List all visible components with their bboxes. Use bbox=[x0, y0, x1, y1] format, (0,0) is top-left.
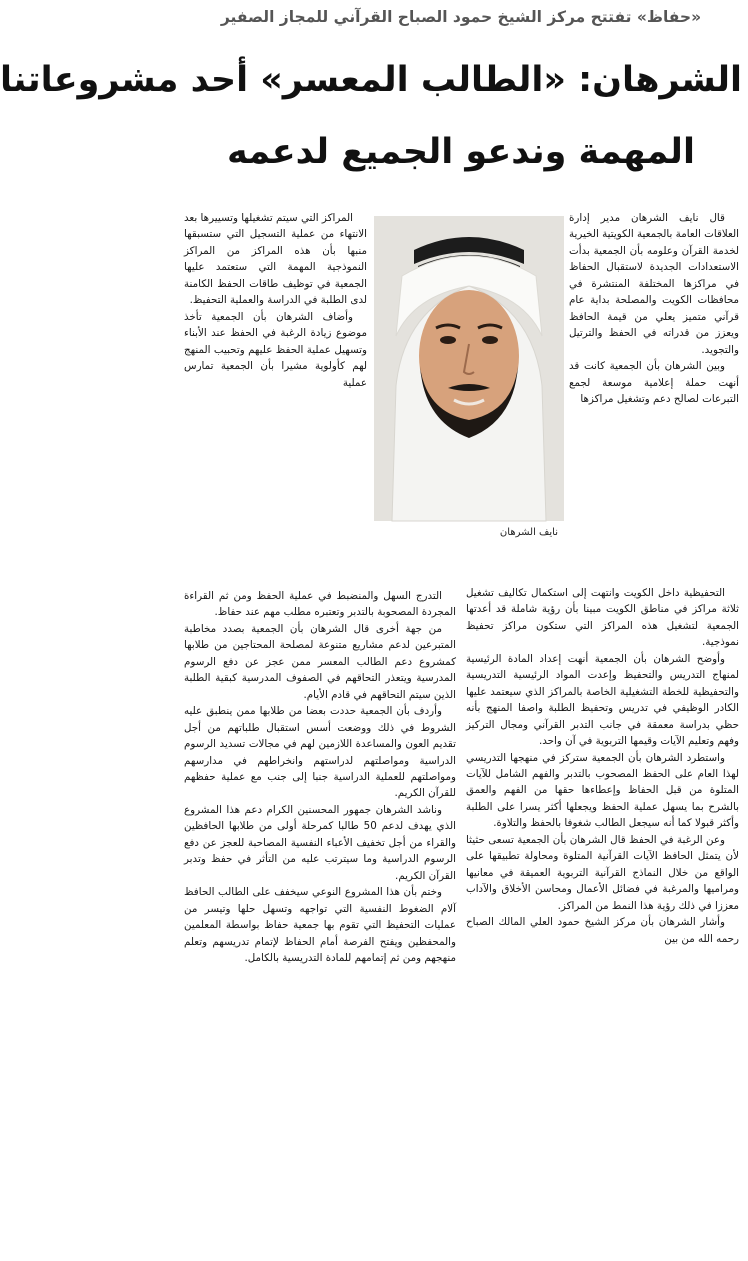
photo-caption: نايف الشرهان bbox=[499, 527, 558, 538]
paragraph: وناشد الشرهان جمهور المحسنين الكرام دعم هذا المشروع الذي يهدف لدعم 50 طالبا كمرحلة أولى من طلابها الحافظين والقراء من أجل تخفيف الأعباء النفسية المصاحبة للعجز عن دفع الرسوم الدراسية وما سيترتب عليه من التأثر في حفظ وتدبر القرآن الكريم. bbox=[184, 803, 456, 882]
article-column-left-bottom bbox=[184, 588, 456, 1255]
paragraph: قال نايف الشرهان مدير إدارة العلاقات العامة بالجمعية الكويتية الخيرية لخدمة القرآن وعلومه بأن الجمعية بدأت الاستعدادات الجديدة لاستقبال الحفاظ في مراكزها المختلفة المنتشرة في محافظات الكويت والمصلحة بداية عام قرآني متميز يعلي من قيمة الحافظ ويعزز من قدراته في الحفظ والترتيل والتجويد. bbox=[569, 212, 739, 356]
paragraph: واستطرد الشرهان بأن الجمعية ستركز في منهجها التدريسي لهذا العام على الحفظ المصحوب بالتدبر والفهم الشامل للآيات المتلوة من قبل الحفاظ وإعطاءها حقها من الفهم والعمق بالشرح بما يسهل عملية الحفظ ويجعلها أكثر يسرا على الطلبة وأكثر قبولا كما أنه سيجعل الطالب شغوفا بالحفظ والتلاوة. bbox=[466, 751, 739, 830]
portrait-illustration bbox=[374, 216, 564, 521]
paragraph: وأوضح الشرهان بأن الجمعية أنهت إعداد المادة الرئيسية لمنهاج التدريس والتحفيظ وإعدت المواد الرئيسية التدريسية والتحفيظية للخطة التشغيلية الخاصة بالمراكز الذي سيعتمد عليها الكادر الوظيفي في تدريس وتحفيظ الطلبة واصفا المنهج بأنه حظي بدراسة معمقة في جانب التدبر القرآني ومجال التركيز وفهم وتعليم الآيات وقيمها التربوية في آن واحد. bbox=[466, 652, 739, 748]
paragraph: وبين الشرهان بأن الجمعية كانت قد أنهت حملة إعلامية موسعة لجمع التبرعات لصالح دعم وتشغيل مراكزها bbox=[569, 360, 739, 405]
paragraph: وختم بأن هذا المشروع النوعي سيخفف على الطالب الحافظ آلام الضغوط النفسية التي تواجهه وتسهل حلها وتيسر من عمليات التحفيظ التي تقوم بها جمعية حفاظ بواسطة المعلمين والمحفظين ويفتح الفرصة أمام الحفاظ لإتمام تدريسهم وتعلم منهجهم ومن ثم إتمامهم للمادة التدريسية بالكامل. bbox=[184, 886, 456, 964]
headline-line-1: الشرهان: «الطالب المعسر» أحد مشروعاتنا bbox=[0, 60, 742, 100]
headline-line-2: المهمة وندعو الجميع لدعمه bbox=[227, 132, 695, 172]
kicker-line: «حفاظ» تفتتح مركز الشيخ حمود الصباح القرآني للمجاز الصفير bbox=[220, 8, 702, 26]
paragraph: التحفيظية داخل الكويت وانتهت إلى استكمال تكاليف تشغيل ثلاثة مراكز في مناطق الكويت مبينا بأن رؤية شاملة قد أعدتها الجمعية لتشغيل هذه المراكز التي ستكون مراكز تحفيظ نموذجية. bbox=[466, 587, 739, 649]
article-column-left-top bbox=[184, 210, 367, 593]
article-column-right-bottom bbox=[466, 585, 739, 1255]
paragraph: وعن الرغبة في الحفظ قال الشرهان بأن الجمعية تسعى حثيثا لأن يتمثل الحافظ الآيات القرآنية المتلوة ومحاولة تطبيقها على الواقع من خلال النماذج القرآنية التربوية العميقة في معانيها ومراميها والمرغبة في فضائل الأعمال ومحاسن الأخلاق والآداب معززا في ذلك رؤية هذا النمط من المراكز. bbox=[466, 833, 739, 912]
paragraph: التدرج السهل والمنضبط في عملية الحفظ ومن ثم القراءة المجردة المصحوبة بالتدبر وتعتبره مطلب مهم عند حفاظ. bbox=[184, 590, 456, 619]
paragraph: المراكز التي سيتم تشغيلها وتسييرها بعد الانتهاء من عملية التسجيل التي ستسبقها منبها بأن هذه المراكز من المراكز النموذجية المهمة التي ستعتمد عليها الجمعية في توظيف طاقات الحفظ الكامنة لدى الطلبة في الدراسة والعملية التحفيظ. bbox=[184, 212, 367, 307]
paragraph: وأضاف الشرهان بأن الجمعية تأخذ موضوع زيادة الرغبة في الحفظ عند الأبناء وتسهيل عملية الحفظ عليهم وتحبيب المنهج لهم كأولوية مشيرا بأن الجمعية تمارس عملية bbox=[184, 310, 367, 389]
paragraph: وأشار الشرهان بأن مركز الشيخ حمود العلي المالك الصباح رحمه الله من بين bbox=[466, 916, 739, 945]
portrait-photo bbox=[374, 216, 564, 521]
paragraph: وأردف بأن الجمعية حددت بعضا من طلابها ممن ينطبق عليه الشروط في ذلك ووضعت أسس استقبال طلباتهم من أجل تقديم العون والمساعدة اللازمين لهم في مجالات تسديد الرسوم الدراسية ومواصلتهم لدراستهم وانخراطهم في مدارسهم ومواصلتهم للعملية الدراسية جنبا إلى جنب مع عملية حفظهم للقرآن الكريم. bbox=[184, 705, 456, 800]
paragraph: من جهة أخرى قال الشرهان بأن الجمعية بصدد مخاطبة المتبرعين لدعم مشاريع متنوعة لمصلحة المحتاجين من طلابها كمشروع دعم الطالب المعسر ممن عجز عن دفع الرسوم المدرسية ويتعذر التحاقهم في الصفوف المدرسية كبقية الطلبة الذين سيتم التحاقهم في قادم الأيام. bbox=[184, 622, 456, 701]
article-column-right-top bbox=[569, 210, 739, 587]
